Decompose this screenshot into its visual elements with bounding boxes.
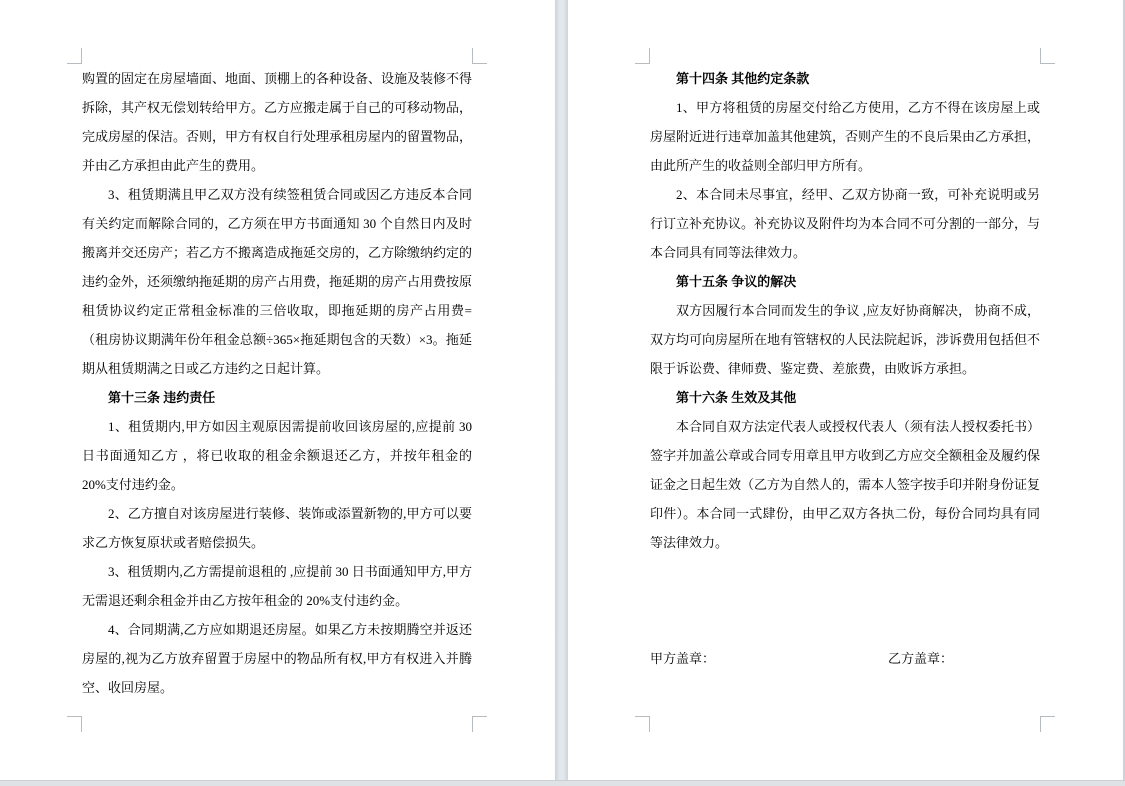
page-right-paragraphs: [650, 64, 1040, 557]
contract-paragraph: 本合同自双方法定代表人或授权代表人（须有法人授权委托书）签字并加盖公章或合同专用章且甲方收到乙方应交全额租金及履约保证金之日起生效（乙方为自然人的，需本人签字按手印并附身份证复印件）。本合同一式肆份，由甲乙双方各执二份，每份合同均具有同等法律效力。: [650, 419, 1041, 550]
document-page-left[interactable]: [0, 0, 555, 780]
contract-paragraph: 4、合同期满,乙方应如期退还房屋。如果乙方未按期腾空并返还房屋的,视为乙方放弃留置于房屋中的物品所有权,甲方有权进入并腾空、收回房屋。: [82, 622, 472, 695]
clause-heading: 第十五条 争议的解决: [676, 274, 797, 289]
seal-line: [650, 644, 1040, 673]
contract-paragraph: 双方因履行本合同而发生的争议 ,应友好协商解决， 协商不成，双方均可向房屋所在地有管辖权的人民法院起诉，涉诉费用包括但不限于诉讼费、律师费、鉴定费、差旅费，由败诉方承担。: [650, 303, 1041, 376]
contract-paragraph: 购置的固定在房屋墙面、地面、顶棚上的各种设备、设施及装修不得拆除，其产权无偿划转给甲方。乙方应搬走属于自己的可移动物品，完成房屋的保洁。否则，甲方有权自行处理承租房屋内的留置物品，并由乙方承担由此产生的费用。: [82, 71, 473, 173]
contract-paragraph: 1、租赁期内,甲方如因主观原因需提前收回该房屋的,应提前 30 日书面通知乙方 ，将已收取的租金余额退还乙方，并按年租金的 20%支付违约金。: [82, 419, 472, 492]
crop-mark-bottom-right-icon: [472, 716, 487, 732]
page-left-text: [82, 64, 472, 702]
party-b-seal-label: 乙方盖章：: [888, 651, 954, 666]
clause-heading: 第十六条 生效及其他: [676, 390, 797, 405]
crop-mark-top-left-icon: [67, 48, 82, 64]
crop-mark-bottom-right-icon: [1040, 716, 1055, 732]
crop-mark-top-right-icon: [472, 48, 487, 64]
party-a-seal-label: 甲方盖章：: [650, 651, 716, 666]
contract-paragraph: 2、本合同未尽事宜，经甲、乙双方协商一致，可补充说明或另行订立补充协议。补充协议及附件均为本合同不可分割的一部分，与本合同具有同等法律效力。: [650, 187, 1041, 260]
contract-paragraph: 3、租赁期满且甲乙双方没有续签租赁合同或因乙方违反本合同有关约定而解除合同的，乙方须在甲方书面通知 30 个自然日内及时搬离并交还房产；若乙方不搬离造成拖延交房的，乙方除缴纳约定的违约金外，还须缴纳拖延期的房产占用费，拖延期的房产占用费按原租赁协议约定正常租金标准的三倍收取，即拖延期的房产占用费=（租房协议期满年份年租金总额÷365×拖延期包含的天数）×3。拖延期从租赁期满之日或乙方违约之日起计算。: [82, 187, 473, 376]
clause-heading: 第十四条 其他约定条款: [676, 71, 810, 86]
crop-mark-bottom-left-icon: [67, 716, 82, 732]
document-page-right[interactable]: [568, 0, 1123, 780]
workspace-bottom-band: [0, 780, 1125, 786]
crop-mark-top-left-icon: [635, 48, 650, 64]
page-right-text: [650, 64, 1040, 673]
contract-paragraph: 3、租赁期内,乙方需提前退租的 ,应提前 30 日书面通知甲方,甲方无需退还剩余租金并由乙方按年租金的 20%支付违约金。: [82, 564, 473, 608]
contract-paragraph: 2、乙方擅自对该房屋进行装修、装饰或添置新物的,甲方可以要求乙方恢复原状或者赔偿损失。: [82, 506, 472, 550]
clause-heading: 第十三条 违约责任: [108, 390, 216, 405]
crop-mark-top-right-icon: [1040, 48, 1055, 64]
page-left-paragraphs: [82, 64, 472, 702]
crop-mark-bottom-left-icon: [635, 716, 650, 732]
page-gap-divider: [555, 0, 568, 780]
contract-paragraph: 1、甲方将租赁的房屋交付给乙方使用，乙方不得在该房屋上或房屋附近进行违章加盖其他建筑，否则产生的不良后果由乙方承担，由此所产生的收益则全部归甲方所有。: [650, 100, 1041, 173]
